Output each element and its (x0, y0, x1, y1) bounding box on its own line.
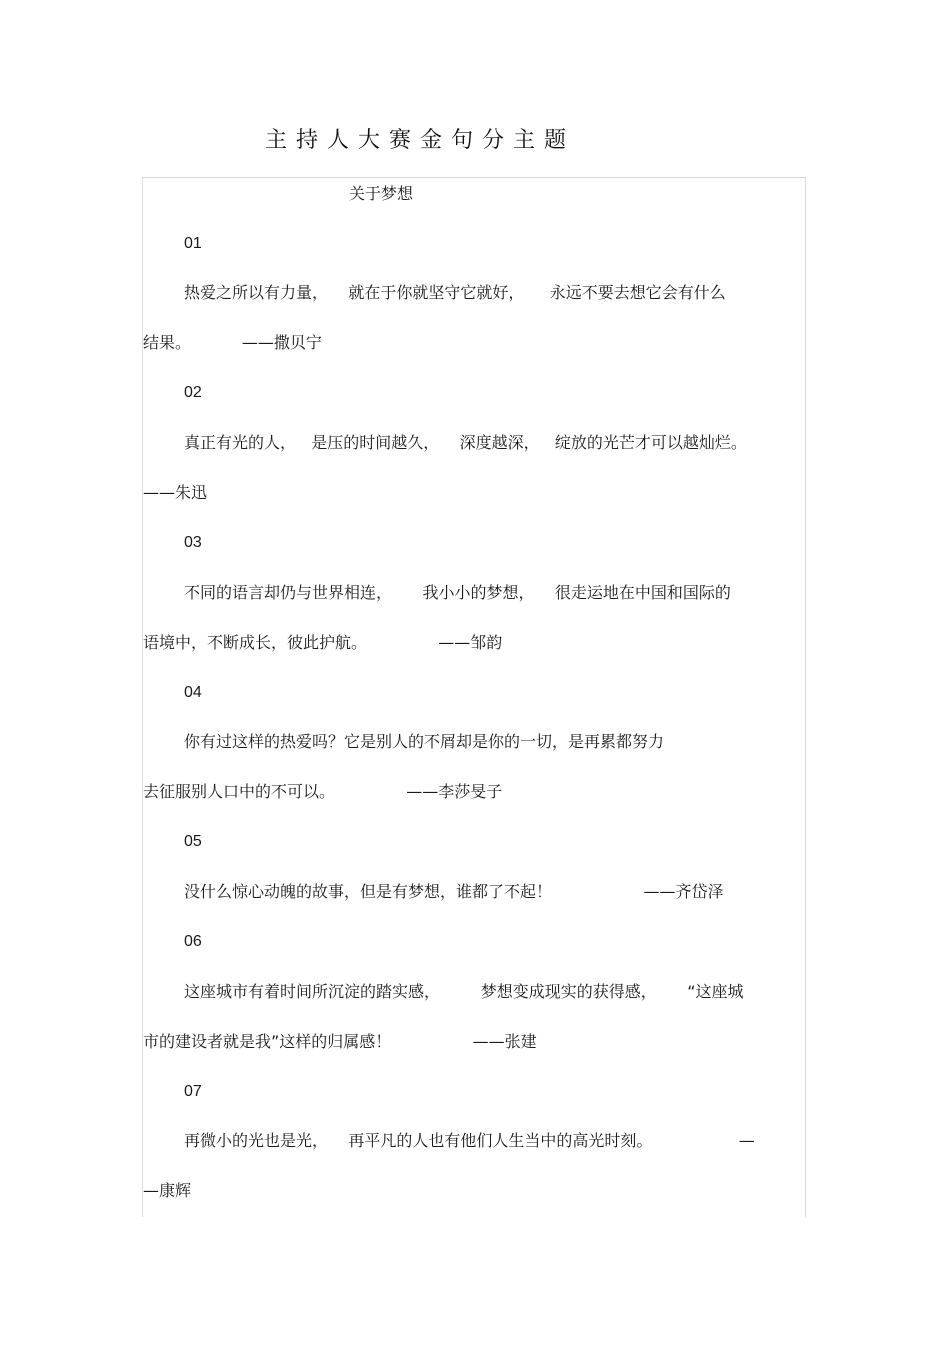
quote-line: 这座城市有着时间所沉淀的踏实感， 梦想变成现实的获得感， “这座城 (184, 982, 744, 1001)
quote-line: 结果。 ——撒贝宁 (143, 333, 322, 352)
quote-line: 没什么惊心动魄的故事，但是有梦想，谁都了不起！ ——齐岱泽 (184, 882, 724, 901)
quote-line: 你有过这样的热爱吗？它是别人的不屑却是你的一切，是再累都努力 (184, 732, 665, 751)
quote-number: 07 (184, 1083, 202, 1100)
quote-line: 再微小的光也是光， 再平凡的人也有他们人生当中的高光时刻。 — (184, 1131, 755, 1150)
quote-line: ——朱迅 (143, 483, 208, 502)
quote-number: 06 (184, 933, 202, 950)
quote-line: 市的建设者就是我”这样的归属感！ ——张建 (143, 1032, 537, 1051)
quote-line: 语境中，不断成长，彼此护航。 ——邹韵 (143, 633, 503, 652)
quote-number: 02 (184, 384, 202, 401)
quote-number: 04 (184, 684, 202, 701)
quote-line: 真正有光的人， 是压的时间越久， 深度越深， 绽放的光芒才可以越灿烂。 (184, 433, 747, 452)
page-title: 主持人大赛金句分主题 (264, 128, 575, 153)
quote-number: 03 (184, 534, 202, 551)
quote-line: 热爱之所以有力量， 就在于你就坚守它就好， 永远不要去想它会有什么 (184, 283, 726, 302)
quote-line: 不同的语言却仍与世界相连， 我小小的梦想， 很走运地在中国和国际的 (184, 583, 731, 602)
quote-number: 05 (184, 833, 202, 850)
quote-line: 去征服别人口中的不可以。 ——李莎旻子 (143, 782, 503, 801)
section-title: 关于梦想 (349, 184, 414, 203)
quote-number: 01 (184, 235, 202, 252)
quote-line: —康辉 (143, 1181, 192, 1200)
